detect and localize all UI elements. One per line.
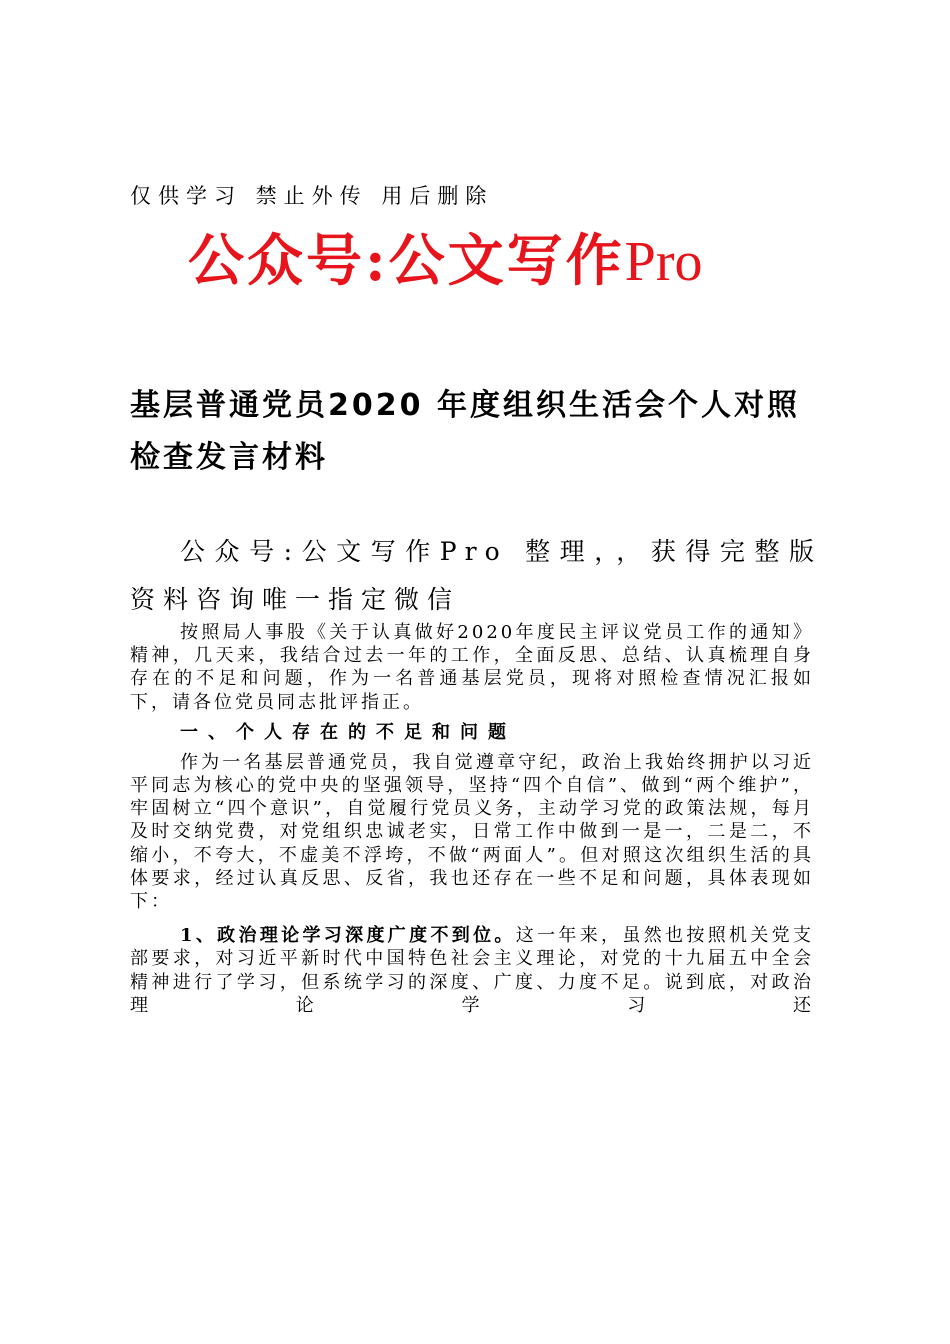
paragraph-gap [130,913,814,924]
source-line: 公众号:公文写作Pro 整理，，获得完整版资料咨询唯一指定微信 [130,537,822,614]
document-title: 基层普通党员2020 年度组织生活会个人对照检查发言材料 [130,388,800,475]
intro-paragraph: 按照局人事股《关于认真做好2020年度民主评议党员工作的通知》精神，几天来，我结合过去一年的工作，全面反思、总结、认真梳理自身存在的不足和问题，作为一名普通基层党员，现将对照检查情况汇报如下，请各位党员同志批评指正。 [130,622,814,713]
brand-suffix: Pro [624,231,703,293]
section-paragraph: 作为一名基层普通党员，我自觉遵章守纪，政治上我始终拥护以习近平同志为核心的党中央的坚强领导，坚持“四个自信”、做到“两个维护”，牢固树立“四个意识”，自觉履行党员义务，主动学习党的政策法规，每月及时交纳党费，对党组织忠诚老实，日常工作中做到一是一，二是二，不缩小，不夸大，不虚美不浮垮，不做“两面人”。但对照这次组织生活的具体要求，经过认真反思、反省，我也还存在一些不足和问题，具体表现如下： [130,751,814,913]
brand-name: 公众号:公文写作 [188,228,625,294]
item-title: 1、政治理论学习深度广度不到位。 [180,925,516,947]
item-paragraph [130,924,814,1017]
document-body [130,621,814,1017]
item-text: 这一年来，虽然也按照机关党支部要求，对习近平新时代中国特色社会主义理论，对党的十九届五中全会精神进行了学习，但系统学习的深度、广度、力度不足。说到底，对政治理论学习还 [130,925,814,1016]
usage-notice: 仅供学习 禁止外传 用后删除 [130,184,494,208]
section-heading: 一、个人存在的不足和问题 [180,721,516,743]
brand-watermark [188,222,702,301]
